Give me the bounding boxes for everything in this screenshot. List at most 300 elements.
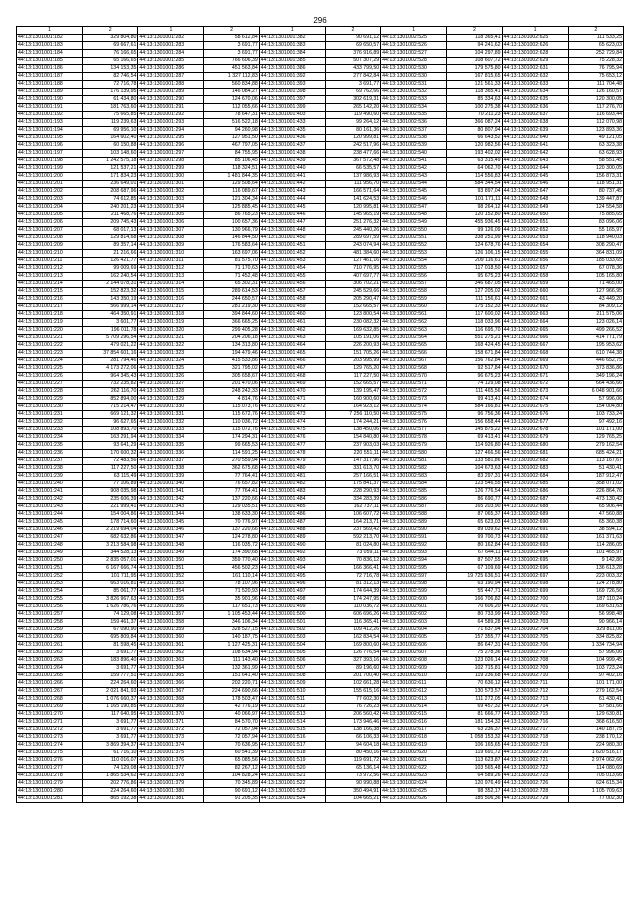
cadastral-number-cell: 44:13:1301001:385 xyxy=(259,57,325,65)
cadastral-number-cell: 44:13:1301002:525 xyxy=(381,34,447,42)
column-header: 1 xyxy=(259,27,325,35)
cadastral-number-cell: 44:13:1301001:263 xyxy=(17,657,83,665)
table-row xyxy=(17,542,624,550)
cadastral-number-cell: 44:13:1301001:351 xyxy=(138,565,204,573)
cadastral-value-cell: 68 017,13 xyxy=(83,226,138,234)
cadastral-number-cell: 44:13:1301002:608 xyxy=(381,657,447,665)
cadastral-value-cell: 2 144 078,31 xyxy=(83,280,138,288)
table-row xyxy=(17,119,624,127)
cadastral-number-cell: 44:13:1301001:286 xyxy=(138,65,204,73)
cadastral-value-cell: 116 035,72 xyxy=(204,542,259,550)
cadastral-value-cell: 592 213,70 xyxy=(325,534,380,542)
cadastral-value-cell: 167 815,65 xyxy=(447,73,502,81)
cadastral-value-cell: 134 313,80 xyxy=(204,342,259,350)
cadastral-value-cell: 115 072,76 xyxy=(204,426,259,434)
cadastral-number-cell: 44:13:1301001:397 xyxy=(259,96,325,104)
cadastral-value-cell: 1 865 534,62 xyxy=(83,772,138,780)
cadastral-value-cell: 166 366,41 xyxy=(325,565,380,573)
cadastral-value-cell: 584 344,54 xyxy=(447,180,502,188)
table-row xyxy=(17,642,624,650)
cadastral-number-cell: 44:13:1301002:676 xyxy=(502,411,568,419)
table-row xyxy=(17,711,624,719)
table-row xyxy=(17,365,624,373)
cadastral-number-cell: 44:13:1301002:632 xyxy=(502,73,568,81)
cadastral-value-cell: 116 695,70 xyxy=(447,326,502,334)
cadastral-number-cell: 44:13:1301001:353 xyxy=(138,580,204,588)
cadastral-number-cell: 44:13:1301001:366 xyxy=(138,680,204,688)
cadastral-number-cell: 44:13:1301001:268 xyxy=(17,695,83,703)
cadastral-number-cell: 44:13:1301001:361 xyxy=(138,642,204,650)
cadastral-number-cell: 44:13:1301002:530 xyxy=(381,65,447,73)
cadastral-value-cell: 245 529,66 xyxy=(325,288,380,296)
cadastral-number-cell: 44:13:1301001:272 xyxy=(17,726,83,734)
cadastral-number-cell: 44:13:1301002:542 xyxy=(381,165,447,173)
cadastral-number-cell: 44:13:1301002:710 xyxy=(502,672,568,680)
cadastral-value-cell: 127 966,95 xyxy=(568,288,623,296)
cadastral-number-cell: 44:13:1301001:228 xyxy=(17,388,83,396)
cadastral-number-cell: 44:13:1301002:638 xyxy=(502,119,568,127)
cadastral-number-cell: 44:13:1301001:509 xyxy=(259,680,325,688)
cadastral-number-cell: 44:13:1301002:668 xyxy=(502,349,568,357)
table-row xyxy=(17,296,624,304)
cadastral-number-cell: 44:13:1301001:203 xyxy=(17,196,83,204)
cadastral-number-cell: 44:13:1301001:518 xyxy=(259,749,325,757)
cadastral-value-cell: 89 039,62 xyxy=(447,526,502,534)
cadastral-value-cell: 3 213 584,98 xyxy=(83,542,138,550)
cadastral-number-cell: 44:13:1301002:543 xyxy=(381,173,447,181)
cadastral-value-cell: 70 636,95 xyxy=(204,741,259,749)
cadastral-value-cell: 415 533,86 xyxy=(204,357,259,365)
cadastral-number-cell: 44:13:1301002:669 xyxy=(502,357,568,365)
cadastral-number-cell: 44:13:1301001:465 xyxy=(259,349,325,357)
cadastral-value-cell: 63 115,49 xyxy=(83,472,138,480)
cadastral-number-cell: 44:13:1301001:464 xyxy=(259,342,325,350)
cadastral-number-cell: 44:13:1301001:506 xyxy=(259,657,325,665)
cadastral-number-cell: 44:13:1301001:219 xyxy=(17,319,83,327)
cadastral-number-cell: 44:13:1301001:517 xyxy=(259,741,325,749)
cadastral-number-cell: 44:13:1301002:623 xyxy=(381,772,447,780)
cadastral-value-cell: 174 644,39 xyxy=(325,588,380,596)
cadastral-value-cell: 3 691,77 xyxy=(83,649,138,657)
cadastral-number-cell: 44:13:1301002:612 xyxy=(381,688,447,696)
cadastral-value-cell: 238 170,12 xyxy=(568,734,623,742)
cadastral-number-cell: 44:13:1301001:355 xyxy=(138,595,204,603)
cadastral-value-cell: 80 733,99 xyxy=(447,611,502,619)
cadastral-value-cell: 663 016,81 xyxy=(83,580,138,588)
cadastral-number-cell: 44:13:1301001:301 xyxy=(138,180,204,188)
cadastral-number-cell: 44:13:1301001:305 xyxy=(138,211,204,219)
cadastral-number-cell: 44:13:1301001:455 xyxy=(259,273,325,281)
cadastral-number-cell: 44:13:1301001:262 xyxy=(17,649,83,657)
cadastral-number-cell: 44:13:1301001:368 xyxy=(138,695,204,703)
cadastral-number-cell: 44:13:1301001:374 xyxy=(138,741,204,749)
cadastral-value-cell: 76 726,23 xyxy=(325,703,380,711)
cadastral-number-cell: 44:13:1301001:334 xyxy=(138,434,204,442)
cadastral-value-cell: 101 171,00 xyxy=(568,426,623,434)
cadastral-value-cell: 96 756,36 xyxy=(447,411,502,419)
cadastral-number-cell: 44:13:1301002:686 xyxy=(502,488,568,496)
column-header: 2 xyxy=(204,27,259,35)
cadastral-number-cell: 44:13:1301001:379 xyxy=(138,780,204,788)
cadastral-value-cell: 346 106,34 xyxy=(204,618,259,626)
cadastral-value-cell: 55 447,71 xyxy=(447,588,502,596)
cadastral-value-cell: 109 412,26 xyxy=(325,626,380,634)
table-row xyxy=(17,549,624,557)
cadastral-value-cell: 175 152,33 xyxy=(447,303,502,311)
cadastral-value-cell: 94 260,98 xyxy=(204,126,259,134)
cadastral-value-cell: 123 546,55 xyxy=(447,480,502,488)
cadastral-value-cell: 329 804,80 xyxy=(83,34,138,42)
table-row xyxy=(17,603,624,611)
cadastral-value-cell: 101 171,11 xyxy=(447,196,502,204)
cadastral-value-cell: 305 658,67 xyxy=(204,372,259,380)
table-row xyxy=(17,249,624,257)
cadastral-value-cell: 47 560,88 xyxy=(568,511,623,519)
cadastral-number-cell: 44:13:1301002:726 xyxy=(502,780,568,788)
cadastral-number-cell: 44:13:1301002:698 xyxy=(502,580,568,588)
cadastral-number-cell: 44:13:1301002:705 xyxy=(502,634,568,642)
cadastral-value-cell: 74 612,85 xyxy=(83,196,138,204)
cadastral-number-cell: 44:13:1301001:239 xyxy=(17,472,83,480)
cadastral-number-cell: 44:13:1301002:605 xyxy=(381,634,447,642)
cadastral-value-cell: 57 996,06 xyxy=(568,649,623,657)
cadastral-value-cell: 124 678,76 xyxy=(447,242,502,250)
cadastral-number-cell: 44:13:1301002:572 xyxy=(381,388,447,396)
cadastral-value-cell: 154 004,86 xyxy=(83,511,138,519)
cadastral-number-cell: 44:13:1301001:277 xyxy=(17,765,83,773)
cadastral-value-cell: 252 729,84 xyxy=(568,50,623,58)
cadastral-number-cell: 44:13:1301001:446 xyxy=(259,211,325,219)
table-row xyxy=(17,765,624,773)
cadastral-value-cell: 56 998,48 xyxy=(568,611,623,619)
cadastral-value-cell: 139 447,87 xyxy=(568,196,623,204)
cadastral-number-cell: 44:13:1301002:728 xyxy=(502,788,568,796)
cadastral-value-cell: 118 324,51 xyxy=(204,165,259,173)
cadastral-value-cell: 201 470,06 xyxy=(204,380,259,388)
cadastral-value-cell: 124 278,80 xyxy=(204,534,259,542)
cadastral-number-cell: 44:13:1301001:292 xyxy=(138,111,204,119)
cadastral-number-cell: 44:13:1301002:659 xyxy=(502,280,568,288)
cadastral-value-cell: 117 018,50 xyxy=(447,265,502,273)
cadastral-number-cell: 44:13:1301002:717 xyxy=(502,726,568,734)
cadastral-number-cell: 44:13:1301001:230 xyxy=(17,403,83,411)
cadastral-value-cell: 65 085,56 xyxy=(204,757,259,765)
cadastral-value-cell: 338 251,99 xyxy=(447,234,502,242)
cadastral-number-cell: 44:13:1301001:489 xyxy=(259,534,325,542)
cadastral-value-cell: 281 794,46 xyxy=(83,357,138,365)
cadastral-value-cell: 151 641,40 xyxy=(204,672,259,680)
cadastral-number-cell: 44:13:1301002:649 xyxy=(502,203,568,211)
cadastral-number-cell: 44:13:1301001:248 xyxy=(17,542,83,550)
cadastral-value-cell: 162 240,54 xyxy=(83,273,138,281)
cadastral-value-cell: 156 658,44 xyxy=(447,419,502,427)
cadastral-number-cell: 44:13:1301002:664 xyxy=(502,319,568,327)
cadastral-value-cell: 110 016,07 xyxy=(83,757,138,765)
table-row xyxy=(17,626,624,634)
cadastral-value-cell: 78 107,96 xyxy=(204,580,259,588)
cadastral-value-cell: 1 481 844,35 xyxy=(204,173,259,181)
table-row xyxy=(17,226,624,234)
cadastral-value-cell: 242 517,96 xyxy=(325,142,380,150)
cadastral-number-cell: 44:13:1301001:182 xyxy=(17,34,83,42)
cadastral-number-cell: 44:13:1301001:199 xyxy=(17,165,83,173)
cadastral-number-cell: 44:13:1301002:718 xyxy=(502,734,568,742)
cadastral-value-cell: 103 565,48 xyxy=(447,765,502,773)
table-row xyxy=(17,757,624,765)
cadastral-value-cell: 174 247,95 xyxy=(325,595,380,603)
cadastral-number-cell: 44:13:1301002:657 xyxy=(502,265,568,273)
cadastral-number-cell: 44:13:1301001:253 xyxy=(17,580,83,588)
cadastral-value-cell: 113 623,87 xyxy=(447,757,502,765)
cadastral-number-cell: 44:13:1301001:457 xyxy=(259,288,325,296)
cadastral-number-cell: 44:13:1301002:651 xyxy=(502,219,568,227)
cadastral-number-cell: 44:13:1301002:696 xyxy=(502,565,568,573)
cadastral-number-cell: 44:13:1301001:362 xyxy=(138,649,204,657)
cadastral-value-cell: 265 142,20 xyxy=(325,103,380,111)
cadastral-number-cell: 44:13:1301001:206 xyxy=(17,219,83,227)
cadastral-number-cell: 44:13:1301001:285 xyxy=(138,57,204,65)
cadastral-value-cell: 237 903,03 xyxy=(325,442,380,450)
cadastral-value-cell: 193 402,02 xyxy=(447,150,502,158)
cadastral-number-cell: 44:13:1301001:378 xyxy=(138,772,204,780)
cadastral-number-cell: 44:13:1301002:674 xyxy=(502,396,568,404)
cadastral-value-cell: 196 011,78 xyxy=(83,326,138,334)
cadastral-number-cell: 44:13:1301002:610 xyxy=(381,672,447,680)
cadastral-value-cell: 414 771,79 xyxy=(568,334,623,342)
cadastral-value-cell: 132 361,99 xyxy=(204,665,259,673)
cadastral-value-cell: 99 665,53 xyxy=(204,442,259,450)
cadastral-number-cell: 44:13:1301001:279 xyxy=(17,780,83,788)
cadastral-number-cell: 44:13:1301001:519 xyxy=(259,757,325,765)
cadastral-number-cell: 44:13:1301001:250 xyxy=(17,557,83,565)
cadastral-value-cell: 111 143,40 xyxy=(204,657,259,665)
table-row xyxy=(17,465,624,473)
cadastral-number-cell: 44:13:1301002:590 xyxy=(381,526,447,534)
cadastral-number-cell: 44:13:1301001:501 xyxy=(259,618,325,626)
cadastral-value-cell: 129 630,81 xyxy=(568,711,623,719)
cadastral-value-cell: 70 776,97 xyxy=(204,519,259,527)
cadastral-number-cell: 44:13:1301002:547 xyxy=(381,203,447,211)
table-row xyxy=(17,372,624,380)
table-row xyxy=(17,795,624,803)
cadastral-number-cell: 44:13:1301002:702 xyxy=(502,611,568,619)
cadastral-value-cell: 173 946,46 xyxy=(325,718,380,726)
cadastral-number-cell: 44:13:1301002:640 xyxy=(502,134,568,142)
cadastral-value-cell: 3 826 967,63 xyxy=(83,595,138,603)
cadastral-value-cell: 64 062,70 xyxy=(447,165,502,173)
cadastral-number-cell: 44:13:1301002:685 xyxy=(502,480,568,488)
cadastral-value-cell: 136 613,28 xyxy=(568,565,623,573)
cadastral-value-cell: 140 187,75 xyxy=(204,634,259,642)
cadastral-value-cell: 166 706,82 xyxy=(447,595,502,603)
table-row xyxy=(17,234,624,242)
cadastral-number-cell: 44:13:1301001:369 xyxy=(138,703,204,711)
cadastral-value-cell: 74 129,08 xyxy=(83,611,138,619)
cadastral-value-cell: 71 452,48 xyxy=(204,273,259,281)
cadastral-number-cell: 44:13:1301001:316 xyxy=(138,296,204,304)
cadastral-value-cell: 123 800,54 xyxy=(325,311,380,319)
cadastral-number-cell: 44:13:1301001:522 xyxy=(259,780,325,788)
cadastral-value-cell: 57 996,06 xyxy=(568,396,623,404)
cadastral-value-cell: 329 811,06 xyxy=(568,626,623,634)
cadastral-number-cell: 44:13:1301002:619 xyxy=(381,741,447,749)
table-row xyxy=(17,280,624,288)
cadastral-number-cell: 44:13:1301001:194 xyxy=(17,126,83,134)
cadastral-value-cell: 75 278,36 xyxy=(447,649,502,657)
cadastral-value-cell: 91 205,35 xyxy=(204,795,259,803)
cadastral-number-cell: 44:13:1301002:633 xyxy=(502,80,568,88)
cadastral-number-cell: 44:13:1301002:567 xyxy=(381,357,447,365)
cadastral-value-cell: 77 002,30 xyxy=(568,795,623,803)
cadastral-value-cell: 35 901,96 xyxy=(204,595,259,603)
cadastral-number-cell: 44:13:1301001:269 xyxy=(17,703,83,711)
cadastral-value-cell: 209 116,61 xyxy=(447,257,502,265)
cadastral-value-cell: 3 601,77 xyxy=(83,319,138,327)
cadastral-value-cell: 151 705,26 xyxy=(325,349,380,357)
cadastral-value-cell: 117 640,95 xyxy=(83,711,138,719)
cadastral-number-cell: 44:13:1301001:383 xyxy=(259,42,325,50)
table-row xyxy=(17,734,624,742)
cadastral-value-cell: 73 972,56 xyxy=(325,772,380,780)
table-row xyxy=(17,442,624,450)
cadastral-number-cell: 44:13:1301002:682 xyxy=(502,457,568,465)
cadastral-value-cell: 610 744,38 xyxy=(568,349,623,357)
cadastral-number-cell: 44:13:1301002:707 xyxy=(502,649,568,657)
cadastral-value-cell: 206 560,42 xyxy=(325,711,380,719)
cadastral-number-cell: 44:13:1301002:641 xyxy=(502,142,568,150)
cadastral-number-cell: 44:13:1301002:721 xyxy=(502,757,568,765)
cadastral-number-cell: 44:13:1301002:695 xyxy=(502,557,568,565)
table-row xyxy=(17,388,624,396)
cadastral-number-cell: 44:13:1301001:476 xyxy=(259,434,325,442)
cadastral-number-cell: 44:13:1301002:644 xyxy=(502,165,568,173)
cadastral-value-cell: 202 220,71 xyxy=(204,680,259,688)
cadastral-number-cell: 44:13:1301001:226 xyxy=(17,372,83,380)
cadastral-number-cell: 44:13:1301001:356 xyxy=(138,603,204,611)
table-row xyxy=(17,665,624,673)
column-header: 2 xyxy=(447,27,502,35)
cadastral-value-cell: 220 551,11 xyxy=(325,449,380,457)
cadastral-value-cell: 145 965,19 xyxy=(325,211,380,219)
cadastral-number-cell: 44:13:1301002:661 xyxy=(502,296,568,304)
cadastral-value-cell: 119 236,68 xyxy=(447,672,502,680)
cadastral-value-cell: 90 691,12 xyxy=(325,34,380,42)
table-row xyxy=(17,396,624,404)
cadastral-value-cell: 65 623,03 xyxy=(447,519,502,527)
table-row xyxy=(17,649,624,657)
cadastral-number-cell: 44:13:1301001:249 xyxy=(17,549,83,557)
cadastral-number-cell: 44:13:1301001:495 xyxy=(259,572,325,580)
cadastral-value-cell: 279 162,54 xyxy=(568,688,623,696)
cadastral-number-cell: 44:13:1301001:242 xyxy=(17,495,83,503)
table-row xyxy=(17,196,624,204)
cadastral-number-cell: 44:13:1301001:297 xyxy=(138,150,204,158)
cadastral-number-cell: 44:13:1301001:267 xyxy=(17,688,83,696)
cadastral-number-cell: 44:13:1301001:204 xyxy=(17,203,83,211)
cadastral-value-cell: 111 956,70 xyxy=(325,180,380,188)
cadastral-value-cell: 92 517,84 xyxy=(447,365,502,373)
cadastral-value-cell: 93 897,04 xyxy=(447,188,502,196)
cadastral-value-cell: 127 205,02 xyxy=(447,288,502,296)
cadastral-value-cell: 120 300,05 xyxy=(568,96,623,104)
cadastral-value-cell: 174 294,31 xyxy=(204,434,259,442)
cadastral-value-cell: 99 700,73 xyxy=(447,534,502,542)
cadastral-number-cell: 44:13:1301002:538 xyxy=(381,134,447,142)
cadastral-value-cell: 226 200,93 xyxy=(325,342,380,350)
cadastral-value-cell: 299 405,28 xyxy=(204,326,259,334)
cadastral-number-cell: 44:13:1301001:229 xyxy=(17,396,83,404)
cadastral-value-cell: 123 026,14 xyxy=(568,319,623,327)
table-row xyxy=(17,65,624,73)
table-row xyxy=(17,788,624,796)
table-row xyxy=(17,772,624,780)
table-row xyxy=(17,495,624,503)
cadastral-number-cell: 44:13:1301001:247 xyxy=(17,534,83,542)
table-row xyxy=(17,34,624,42)
cadastral-number-cell: 44:13:1301001:270 xyxy=(17,711,83,719)
cadastral-value-cell: 224 264,60 xyxy=(83,680,138,688)
cadastral-number-cell: 44:13:1301001:259 xyxy=(17,626,83,634)
cadastral-number-cell: 44:13:1301002:647 xyxy=(502,188,568,196)
cadastral-value-cell: 84 570,70 xyxy=(204,718,259,726)
cadastral-number-cell: 44:13:1301001:377 xyxy=(138,765,204,773)
cadastral-value-cell: 710 776,95 xyxy=(325,265,380,273)
cadastral-number-cell: 44:13:1301001:187 xyxy=(17,73,83,81)
cadastral-number-cell: 44:13:1301002:576 xyxy=(381,419,447,427)
cadastral-value-cell: 1 076 660,37 xyxy=(83,695,138,703)
cadastral-value-cell: 376 916,89 xyxy=(325,50,380,58)
table-row xyxy=(17,180,624,188)
cadastral-value-cell: 138 450,06 xyxy=(325,426,380,434)
cadastral-value-cell: 115 672,76 xyxy=(204,411,259,419)
table-row xyxy=(17,242,624,250)
cadastral-number-cell: 44:13:1301001:504 xyxy=(259,642,325,650)
cadastral-number-cell: 44:13:1301001:371 xyxy=(138,718,204,726)
cadastral-value-cell: 664 436,66 xyxy=(568,380,623,388)
table-row xyxy=(17,580,624,588)
cadastral-value-cell: 124 278,80 xyxy=(568,580,623,588)
cadastral-value-cell: 551 275,21 xyxy=(447,334,502,342)
cadastral-number-cell: 44:13:1301001:287 xyxy=(138,73,204,81)
cadastral-number-cell: 44:13:1301002:555 xyxy=(381,265,447,273)
cadastral-number-cell: 44:13:1301002:556 xyxy=(381,273,447,281)
cadastral-number-cell: 44:13:1301001:311 xyxy=(138,257,204,265)
cadastral-number-cell: 44:13:1301001:215 xyxy=(17,288,83,296)
cadastral-value-cell: 1 105 709,63 xyxy=(568,788,623,796)
cadastral-number-cell: 44:13:1301002:575 xyxy=(381,411,447,419)
cadastral-value-cell: 1 334 734,94 xyxy=(568,642,623,650)
cadastral-value-cell: 119 691,72 xyxy=(447,749,502,757)
table-row xyxy=(17,380,624,388)
cadastral-number-cell: 44:13:1301001:323 xyxy=(138,349,204,357)
cadastral-number-cell: 44:13:1301001:498 xyxy=(259,595,325,603)
cadastral-value-cell: 114 591,25 xyxy=(204,449,259,457)
cadastral-value-cell: 90 990,88 xyxy=(325,780,380,788)
cadastral-number-cell: 44:13:1301002:595 xyxy=(381,565,447,573)
cadastral-number-cell: 44:13:1301001:487 xyxy=(259,519,325,527)
cadastral-value-cell: 110 036,72 xyxy=(325,603,380,611)
cadastral-number-cell: 44:13:1301001:189 xyxy=(17,88,83,96)
cadastral-number-cell: 44:13:1301002:636 xyxy=(502,103,568,111)
cadastral-number-cell: 44:13:1301001:197 xyxy=(17,150,83,158)
cadastral-value-cell: 9 142,86 xyxy=(568,557,623,565)
cadastral-value-cell: 129 508,64 xyxy=(204,180,259,188)
cadastral-value-cell: 130 573,57 xyxy=(447,688,502,696)
cadastral-number-cell: 44:13:1301002:536 xyxy=(381,119,447,127)
cadastral-number-cell: 44:13:1301001:283 xyxy=(138,42,204,50)
cadastral-value-cell: 82 267,12 xyxy=(204,765,259,773)
cadastral-value-cell: 106 165,65 xyxy=(447,741,502,749)
